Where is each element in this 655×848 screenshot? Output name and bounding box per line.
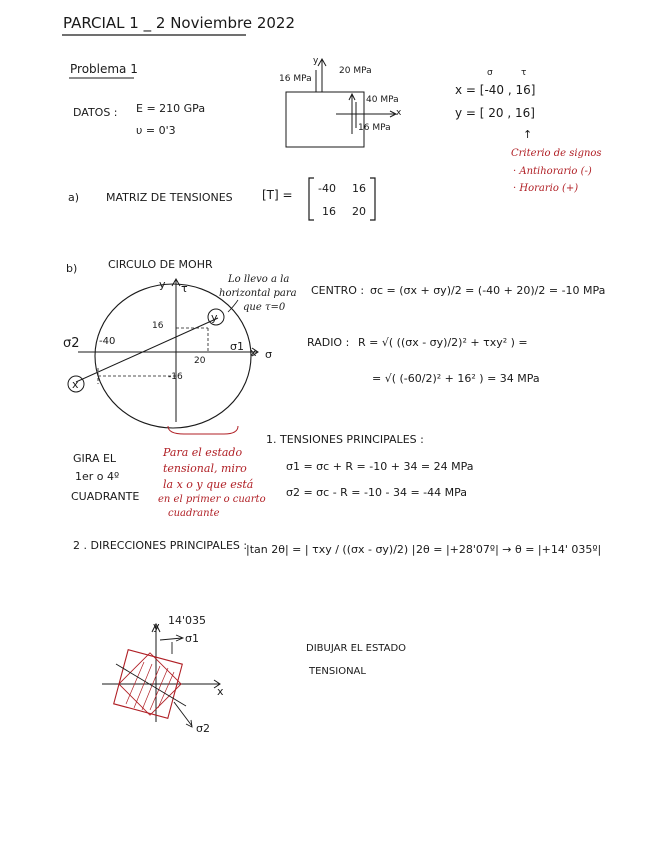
matrix-m11: -40 xyxy=(318,182,336,195)
matrix-lhs: [T] = xyxy=(262,188,293,202)
part-a-text: MATRIZ DE TENSIONES xyxy=(106,191,233,204)
mohr-neg16: -16 xyxy=(168,372,183,382)
part-b-label: b) xyxy=(66,262,78,275)
gira-line1: GIRA EL xyxy=(73,452,117,465)
part-b-text: CIRCULO DE MOHR xyxy=(108,258,213,271)
mohr-tick20: 20 xyxy=(194,356,206,366)
mohr-x-label: x xyxy=(250,346,257,359)
problem-underline xyxy=(68,77,138,81)
gira-red1: Para el estado xyxy=(163,446,243,459)
mohr-tau-axis: τ xyxy=(181,282,188,295)
note-line2: horizontal para xyxy=(219,288,297,299)
drawing-sigma1: σ1 xyxy=(185,632,199,645)
tan2theta-formula: |tan 2θ| = | τxy / ((σx - σy)/2) | xyxy=(246,543,416,556)
stress-axis-x: x xyxy=(396,108,402,118)
gira-red3: la x o y que está xyxy=(163,478,254,491)
matrix-brackets xyxy=(306,176,378,222)
radio-label: RADIO : xyxy=(307,336,350,349)
vector-header-tau: τ xyxy=(521,68,527,78)
datos-label: DATOS : xyxy=(73,106,118,119)
stress-left-label: 16 MPa xyxy=(279,74,312,84)
centro-label: CENTRO : xyxy=(311,284,365,297)
clockwise-label: · Horario (+) xyxy=(513,183,579,194)
drawing-y: y xyxy=(153,620,160,633)
stress-top-label: 20 MPa xyxy=(339,66,372,76)
gira-line3: CUADRANTE xyxy=(71,490,140,503)
direcciones-title: 2 . DIRECCIONES PRINCIPALES : xyxy=(73,539,248,552)
page-title: PARCIAL 1 _ 2 Noviembre 2022 xyxy=(63,14,296,32)
gira-bracket xyxy=(164,424,244,438)
mohr-tick16: 16 xyxy=(152,321,164,331)
gira-red2: tensional, miro xyxy=(163,462,247,475)
drawing-angle: 14'035 xyxy=(168,614,207,627)
sign-criterion-label: Criterio de signos xyxy=(511,148,602,159)
mohr-sigma-axis: σ xyxy=(265,348,272,361)
young-modulus: E = 210 GPa xyxy=(136,102,206,115)
stress-vector-y: y = [ 20 , 16] xyxy=(455,106,535,120)
stress-vector-x: x = [-40 , 16] xyxy=(455,83,536,97)
sigma1-formula: σ1 = σc + R = -10 + 34 = 24 MPa xyxy=(286,460,474,473)
mohr-sigma2: σ2 xyxy=(63,336,80,351)
gira-line2: 1er o 4º xyxy=(75,470,120,483)
note-line3: que τ=0 xyxy=(243,302,286,313)
vector-header-sigma: σ xyxy=(487,68,493,78)
matrix-m21: 16 xyxy=(322,205,336,218)
matrix-m12: 16 xyxy=(352,182,366,195)
stress-right-label: 40 MPa xyxy=(366,95,399,105)
gira-red4: en el primer o cuarto xyxy=(158,494,266,505)
stress-right-shear: 16 MPa xyxy=(358,123,391,133)
anticlockwise-label: · Antihorario (-) xyxy=(513,166,592,177)
radio-formula2: = √( (-60/2)² + 16² ) = 34 MPa xyxy=(372,372,540,385)
tensiones-title: 1. TENSIONES PRINCIPALES : xyxy=(266,433,424,446)
mohr-sigma1: σ1 xyxy=(230,340,244,353)
stress-axis-y: y xyxy=(313,56,319,66)
problem-title: Problema 1 xyxy=(70,62,138,76)
mohr-x-point: x xyxy=(72,378,79,391)
gira-red5: cuadrante xyxy=(168,508,220,519)
radio-formula1: R = √( ((σx - σy)/2)² + τxy² ) = xyxy=(358,336,528,349)
note-line1: Lo llevo a la xyxy=(228,274,290,285)
stress-state-drawing xyxy=(96,614,236,744)
mohr-neg40: -40 xyxy=(99,336,116,347)
mohr-y-point: y xyxy=(211,311,218,324)
title-underline xyxy=(60,33,250,39)
sigma2-formula: σ2 = σc - R = -10 - 34 = -44 MPa xyxy=(286,486,467,499)
drawing-sigma2: σ2 xyxy=(196,722,210,735)
part-a-label: a) xyxy=(68,191,80,204)
poisson-ratio: υ = 0'3 xyxy=(136,124,176,137)
direcciones-result: 2θ = |+28'07º| → θ = |+14' 035º| xyxy=(416,543,602,556)
mohr-y-axis-top: y xyxy=(159,278,166,291)
drawing-caption1: DIBUJAR EL ESTADO xyxy=(306,643,407,654)
drawing-x: x xyxy=(217,685,224,698)
up-arrow-icon: ↑ xyxy=(523,128,533,141)
drawing-caption2: TENSIONAL xyxy=(309,666,366,677)
centro-formula: σc = (σx + σy)/2 = (-40 + 20)/2 = -10 MPa xyxy=(370,284,606,297)
matrix-m22: 20 xyxy=(352,205,366,218)
